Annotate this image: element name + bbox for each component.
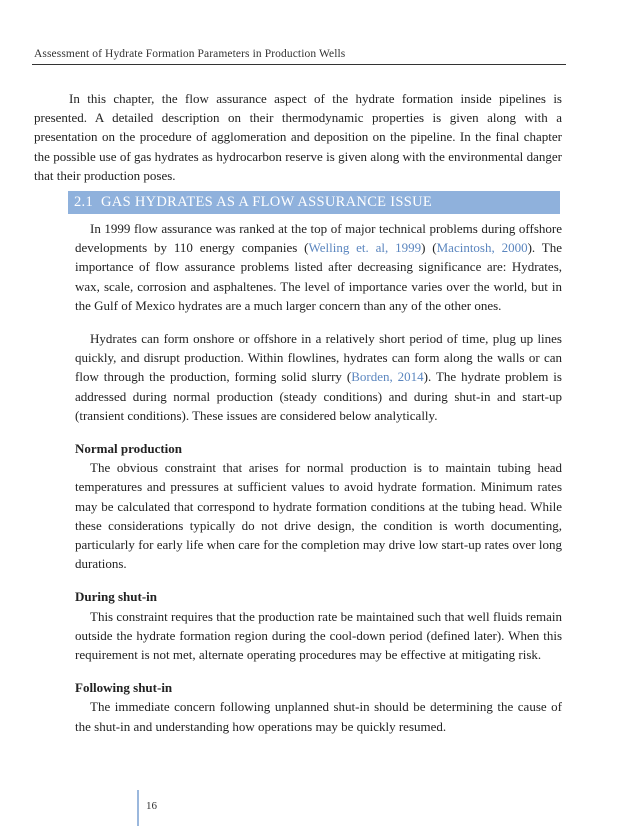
subheading-normal-production: Normal production [75, 441, 183, 457]
citation-link[interactable]: Macintosh, 2000 [436, 240, 528, 256]
intro-paragraph: In this chapter, the flow assurance aspect of the hydrate formation inside pipelines is presented. A detailed description on their thermodynamic properties is given along with a presentation on the procedure of agglomeration and deposition on the pipeline. In the final chapter the possible use of gas hydrates as hydrocarbon reserve is given along with the environmental danger that their production poses. [34, 91, 562, 183]
paragraph-text: ). The hydrate problem is addressed during normal production (steady conditions) and during shut-in and start-up (transient conditions). These issues are considered below analytically. [75, 369, 562, 423]
section-body [75, 219, 562, 736]
paragraph-hydrate-formation [75, 329, 562, 425]
paragraph-text: Hydrates can form onshore or offshore in a relatively short period of time, plug up lines quickly, and disrupt production. Within flowlines, hydrates can form along the walls or can flow through the production, forming solid slurry ( [75, 331, 562, 385]
paragraph-following-shut-in: The immediate concern following unplanned shut-in should be determining the cause of the shut-in and understanding how operations may be quickly resumed. [75, 699, 562, 734]
running-header: Assessment of Hydrate Formation Parameters in Production Wells [34, 48, 346, 60]
section-number: 2.1 [74, 194, 94, 210]
paragraph-flow-assurance [75, 219, 562, 315]
paragraph-text: In 1999 flow assurance was ranked at the top of major technical problems during offshore developments by 110 energy companies ( [75, 221, 562, 256]
citation-link[interactable]: Borden, 2014 [351, 369, 424, 385]
paragraph-text: ). The importance of flow assurance problems listed after decreasing significance are: Hydrates, wax, scale, corrosion and asphaltenes. The level of importance varies over the world, but in the Gulf of Mexico hydrates are a much larger concern than any of the other ones. [75, 240, 562, 313]
section-title: GAS HYDRATES AS A FLOW ASSURANCE ISSUE [101, 194, 433, 210]
section-heading [68, 191, 560, 214]
subheading-during-shut-in: During shut-in [75, 589, 157, 605]
paragraph-normal-production: The obvious constraint that arises for normal production is to maintain tubing head temperatures and pressures at sufficient values to avoid hydrate formation. Minimum rates may be calculated that correspond to hydrate formation conditions at the tubing head. While these considerations typically do not drive design, the condition is worth documenting, particularly for early life when care for the completion may drive low start-up rates over long durations. [75, 460, 562, 572]
paragraph-during-shut-in: This constraint requires that the production rate be maintained such that well fluids remain outside the hydrate formation region during the cool-down period (defined later). When this requirement is not met, alternate operating procedures may be effective at mitigating risk. [75, 608, 562, 663]
footer-bar [137, 790, 139, 826]
subheading-following-shut-in: Following shut-in [75, 680, 173, 696]
header-rule [32, 64, 566, 65]
paragraph-text: ) ( [421, 240, 437, 256]
citation-link[interactable]: Welling et. al, 1999 [308, 240, 422, 256]
page-number: 16 [146, 800, 157, 812]
